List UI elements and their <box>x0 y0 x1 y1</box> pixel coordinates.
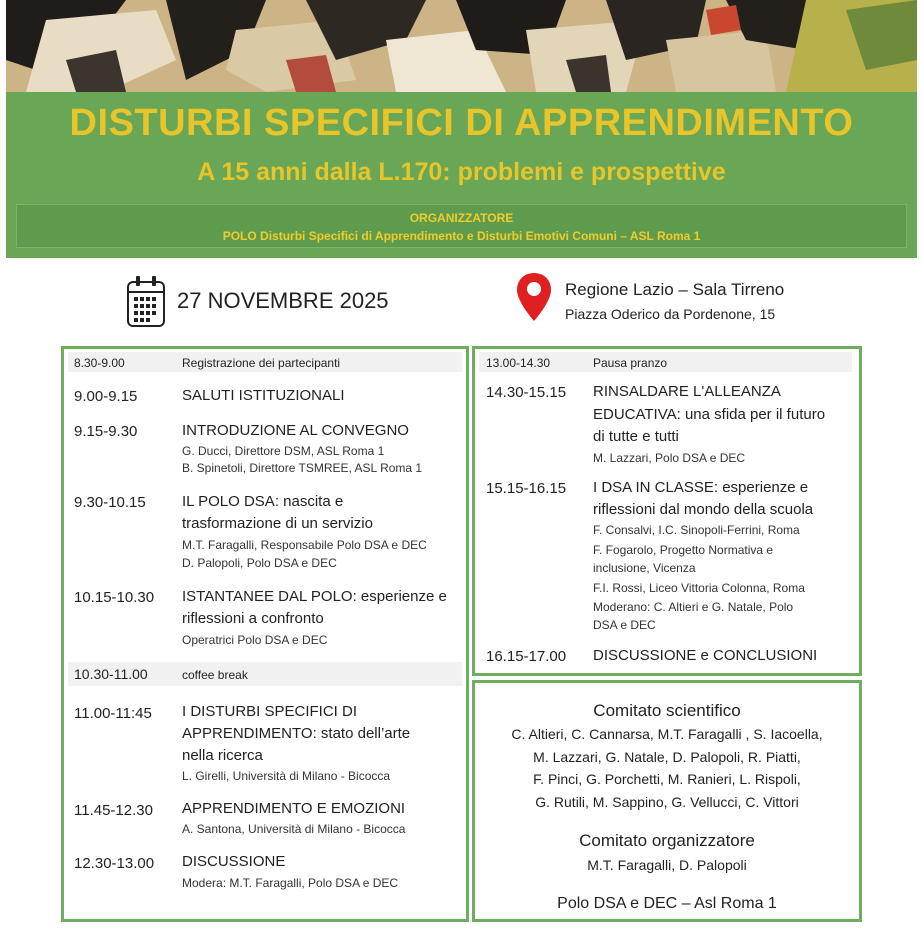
organizer-label: ORGANIZZATORE <box>409 211 514 225</box>
time-label: 12.30-13.00 <box>74 855 155 872</box>
speaker: F. Fogarolo, Progetto Normativa e <box>593 543 774 557</box>
organizing-committee-title: Comitato organizzatore <box>579 831 755 850</box>
speaker: F. Consalvi, I.C. Sinopoli-Ferrini, Roma <box>593 523 800 537</box>
organizer-name: POLO Disturbi Specifici di Apprendimento e Disturbi Emotivi Comuni – ASL Roma 1 <box>222 229 701 243</box>
collage-banner-image <box>6 0 917 92</box>
poster <box>6 0 917 946</box>
speaker: Operatrici Polo DSA e DEC <box>182 633 328 647</box>
event-address: Piazza Oderico da Pordenone, 15 <box>565 306 776 322</box>
speaker: G. Ducci, Direttore DSM, ASL Roma 1 <box>182 444 385 458</box>
time-label: 10.15-10.30 <box>74 589 155 606</box>
session-title: SALUTI ISTITUZIONALI <box>182 387 345 404</box>
speaker: Modera: M.T. Faragalli, Polo DSA e DEC <box>182 876 399 890</box>
session-title: ISTANTANEE DAL POLO: esperienze e <box>182 588 447 605</box>
session-title: di tutte e tutti <box>593 428 679 445</box>
time-label: 14.30-15.15 <box>486 384 567 401</box>
time-label: 9.30-10.15 <box>74 494 146 511</box>
committee-members: F. Pinci, G. Porchetti, M. Ranieri, L. Rispoli, <box>533 771 801 787</box>
session-title: riflessioni a confronto <box>182 610 324 627</box>
session-title: DISCUSSIONE <box>182 853 286 870</box>
committee-members: G. Rutili, M. Sappino, G. Vellucci, C. Vittori <box>535 794 799 810</box>
session-note: Pausa pranzo <box>593 356 668 370</box>
time-label: 10.30-11.00 <box>74 666 148 682</box>
session-title: I DSA IN CLASSE: esperienze e <box>593 479 809 496</box>
session-title: APPRENDIMENTO: stato dell’arte <box>182 725 411 742</box>
session-note: Registrazione dei partecipanti <box>182 356 341 370</box>
time-label: 9.15-9.30 <box>74 423 138 440</box>
time-label: 16.15-17.00 <box>486 648 567 665</box>
time-label: 13.00-14.30 <box>486 356 551 370</box>
scientific-committee-title: Comitato scientifico <box>593 701 741 720</box>
time-label: 11.45-12.30 <box>74 802 153 819</box>
session-title: DISCUSSIONE e CONCLUSIONI <box>593 647 818 664</box>
page-subtitle: A 15 anni dalla L.170: problemi e prospettive <box>197 158 726 186</box>
speaker: inclusione, Vicenza <box>593 561 696 575</box>
session-title: I DISTURBI SPECIFICI DI <box>182 703 358 720</box>
committee-members: C. Altieri, C. Cannarsa, M.T. Faragalli , S. Iacoella, <box>511 726 823 742</box>
session-title: INTRODUZIONE AL CONVEGNO <box>182 422 409 439</box>
speaker: Moderano: C. Altieri e G. Natale, Polo <box>593 600 794 614</box>
session-title: nella ricerca <box>182 747 263 764</box>
organizer-box <box>16 204 907 248</box>
event-venue: Regione Lazio – Sala Tirreno <box>565 280 785 299</box>
speaker: L. Girelli, Università di Milano - Bicocca <box>182 769 391 783</box>
page-title: DISTURBI SPECIFICI DI APPRENDIMENTO <box>69 102 854 144</box>
session-title: RINSALDARE L'ALLEANZA <box>593 383 781 400</box>
speaker: M. Lazzari, Polo DSA e DEC <box>593 451 746 465</box>
speaker: D. Palopoli, Polo DSA e DEC <box>182 556 337 570</box>
committee-members: M. Lazzari, G. Natale, D. Palopoli, R. Piatti, <box>533 749 801 765</box>
footer-organization: Polo DSA e DEC – Asl Roma 1 <box>557 895 777 912</box>
calendar-icon <box>126 274 166 333</box>
session-note: coffee break <box>182 668 248 682</box>
session-title: riflessioni dal mondo della scuola <box>593 501 814 518</box>
speaker: M.T. Faragalli, Responsabile Polo DSA e DEC <box>182 538 427 552</box>
session-title: EDUCATIVA: una sfida per il futuro <box>593 406 826 423</box>
time-label: 8.30-9.00 <box>74 356 125 370</box>
speaker: F.I. Rossi, Liceo Vittoria Colonna, Roma <box>593 581 805 595</box>
speaker: B. Spinetoli, Direttore TSMREE, ASL Roma 1 <box>182 461 423 475</box>
time-label: 11.00-11:45 <box>74 705 152 722</box>
location-pin-icon <box>516 272 552 327</box>
speaker: A. Santona, Università di Milano - Bicocca <box>182 822 406 836</box>
session-title: APPRENDIMENTO E EMOZIONI <box>182 800 406 817</box>
session-title: trasformazione di un servizio <box>182 515 373 532</box>
time-label: 9.00-9.15 <box>74 388 138 405</box>
session-title: IL POLO DSA: nascita e <box>182 493 344 510</box>
event-date: 27 NOVEMBRE 2025 <box>177 288 389 313</box>
time-label: 15.15-16.15 <box>486 480 567 497</box>
committee-members: M.T. Faragalli, D. Palopoli <box>587 857 747 873</box>
speaker: DSA e DEC <box>593 618 656 632</box>
